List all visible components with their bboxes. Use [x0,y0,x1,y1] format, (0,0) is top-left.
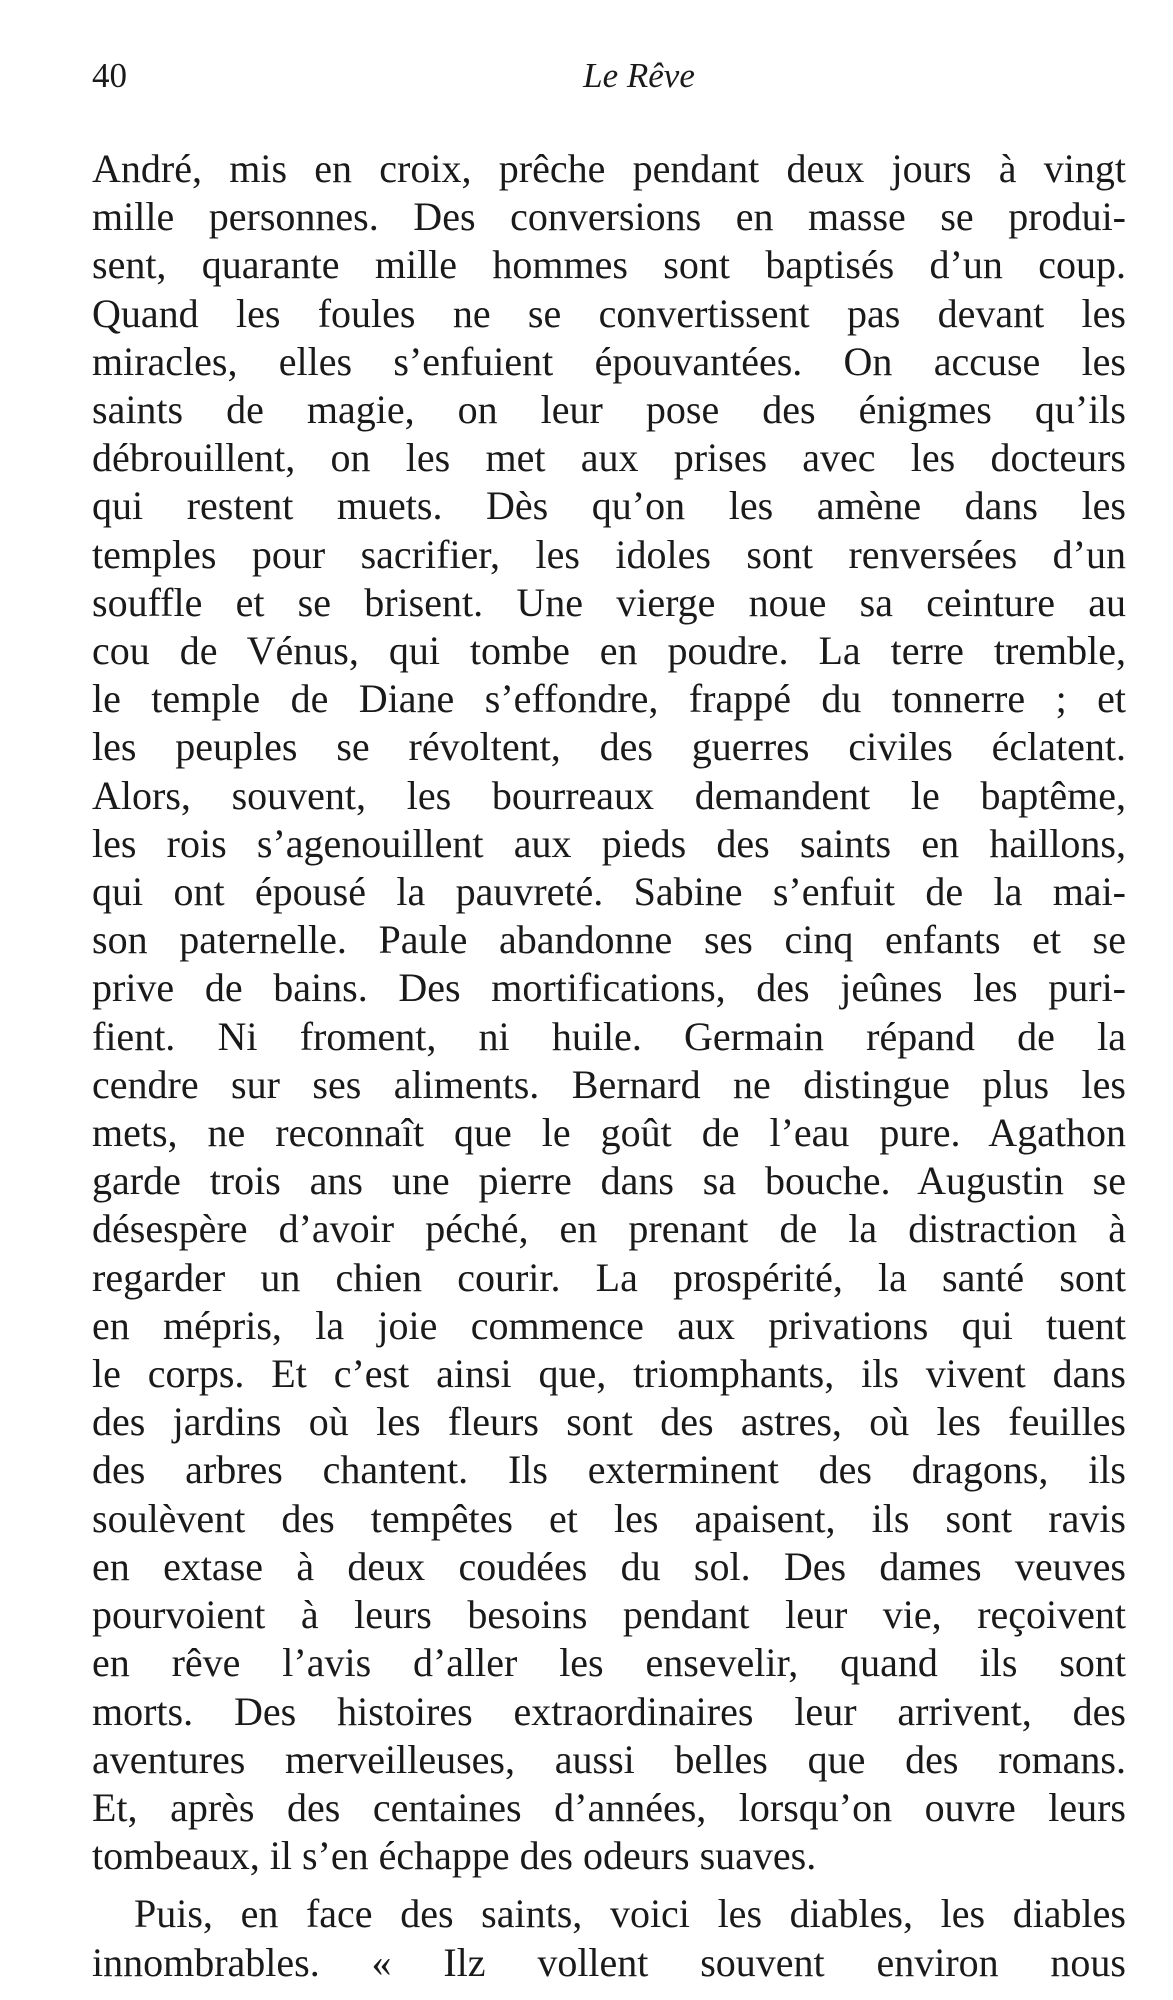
text-line: mille personnes. Des conversions en masse se produi- [92,194,1126,240]
running-head [92,48,1126,104]
running-title: Le Rêve [583,56,695,95]
text-line: regarder un chien courir. La prospérité, la santé sont [92,1254,1126,1300]
text-line: les peuples se révoltent, des guerres civiles éclatent. [92,724,1126,770]
text-line: souffle et se brisent. Une vierge noue sa ceinture au [92,579,1126,625]
text-line: miracles, elles s’enfuient épouvantées. On accuse les [92,338,1126,384]
text-line: des arbres chantent. Ils exterminent des dragons, ils [92,1447,1126,1493]
page-number: 40 [92,56,127,95]
text-line: temples pour sacrifier, les idoles sont renversées d’un [92,531,1126,577]
text-line: cou de Vénus, qui tombe en poudre. La terre tremble, [92,628,1126,674]
text-line: Et, après des centaines d’années, lorsqu’on ouvre leurs [92,1784,1126,1830]
text-line: innombrables. « Ilz vollent souvent environ nous [92,1939,1126,1985]
text-line: fient. Ni froment, ni huile. Germain répand de la [92,1013,1126,1059]
text-line: Alors, souvent, les bourreaux demandent le baptême, [92,772,1126,818]
paragraph-1 [92,145,1126,1880]
text-line: les rois s’agenouillent aux pieds des saints en haillons, [92,820,1126,866]
text-line: prive de bains. Des mortifications, des jeûnes les puri- [92,965,1126,1011]
text-line: en mépris, la joie commence aux privations qui tuent [92,1302,1126,1348]
paragraph-break [92,1880,1126,1890]
text-line: aventures merveilleuses, aussi belles que des romans. [92,1736,1126,1782]
text-line: en extase à deux coudées du sol. Des dames veuves [92,1543,1126,1589]
text-line: des jardins où les fleurs sont des astres, où les feuilles [92,1399,1126,1445]
text-line: le corps. Et c’est ainsi que, triomphants, ils vivent dans [92,1351,1126,1397]
text-line: mets, ne reconnaît que le goût de l’eau pure. Agathon [92,1110,1126,1156]
book-page [92,48,1126,1987]
text-line: désespère d’avoir péché, en prenant de la distraction à [92,1206,1126,1252]
text-line: garde trois ans une pierre dans sa bouche. Augustin se [92,1158,1126,1204]
text-line: Quand les foules ne se convertissent pas devant les [92,290,1126,336]
text-line: saints de magie, on leur pose des énigmes qu’ils [92,387,1126,433]
text-line: le temple de Diane s’effondre, frappé du tonnerre ; et [92,676,1126,722]
body-text [92,145,1126,1987]
text-line: cendre sur ses aliments. Bernard ne distingue plus les [92,1061,1126,1107]
text-line: en rêve l’avis d’aller les ensevelir, quand ils sont [92,1640,1126,1686]
text-line: soulèvent des tempêtes et les apaisent, ils sont ravis [92,1495,1126,1541]
text-line: morts. Des histoires extraordinaires leur arrivent, des [92,1688,1126,1734]
text-line: André, mis en croix, prêche pendant deux jours à vingt [92,146,1126,191]
text-line: sent, quarante mille hommes sont baptisés d’un coup. [92,242,1126,288]
text-line: tombeaux, il s’en échappe des odeurs suaves. [92,1833,817,1879]
text-line: son paternelle. Paule abandonne ses cinq enfants et se [92,917,1126,963]
text-line: débrouillent, on les met aux prises avec les docteurs [92,435,1126,481]
paragraph-2 [92,1890,1126,1986]
text-line: Puis, en face des saints, voici les diables, les diables [134,1891,1126,1937]
text-line: qui restent muets. Dès qu’on les amène dans les [92,483,1126,529]
text-line: qui ont épousé la pauvreté. Sabine s’enfuit de la mai- [92,869,1126,915]
text-line: pourvoient à leurs besoins pendant leur vie, reçoivent [92,1592,1126,1638]
